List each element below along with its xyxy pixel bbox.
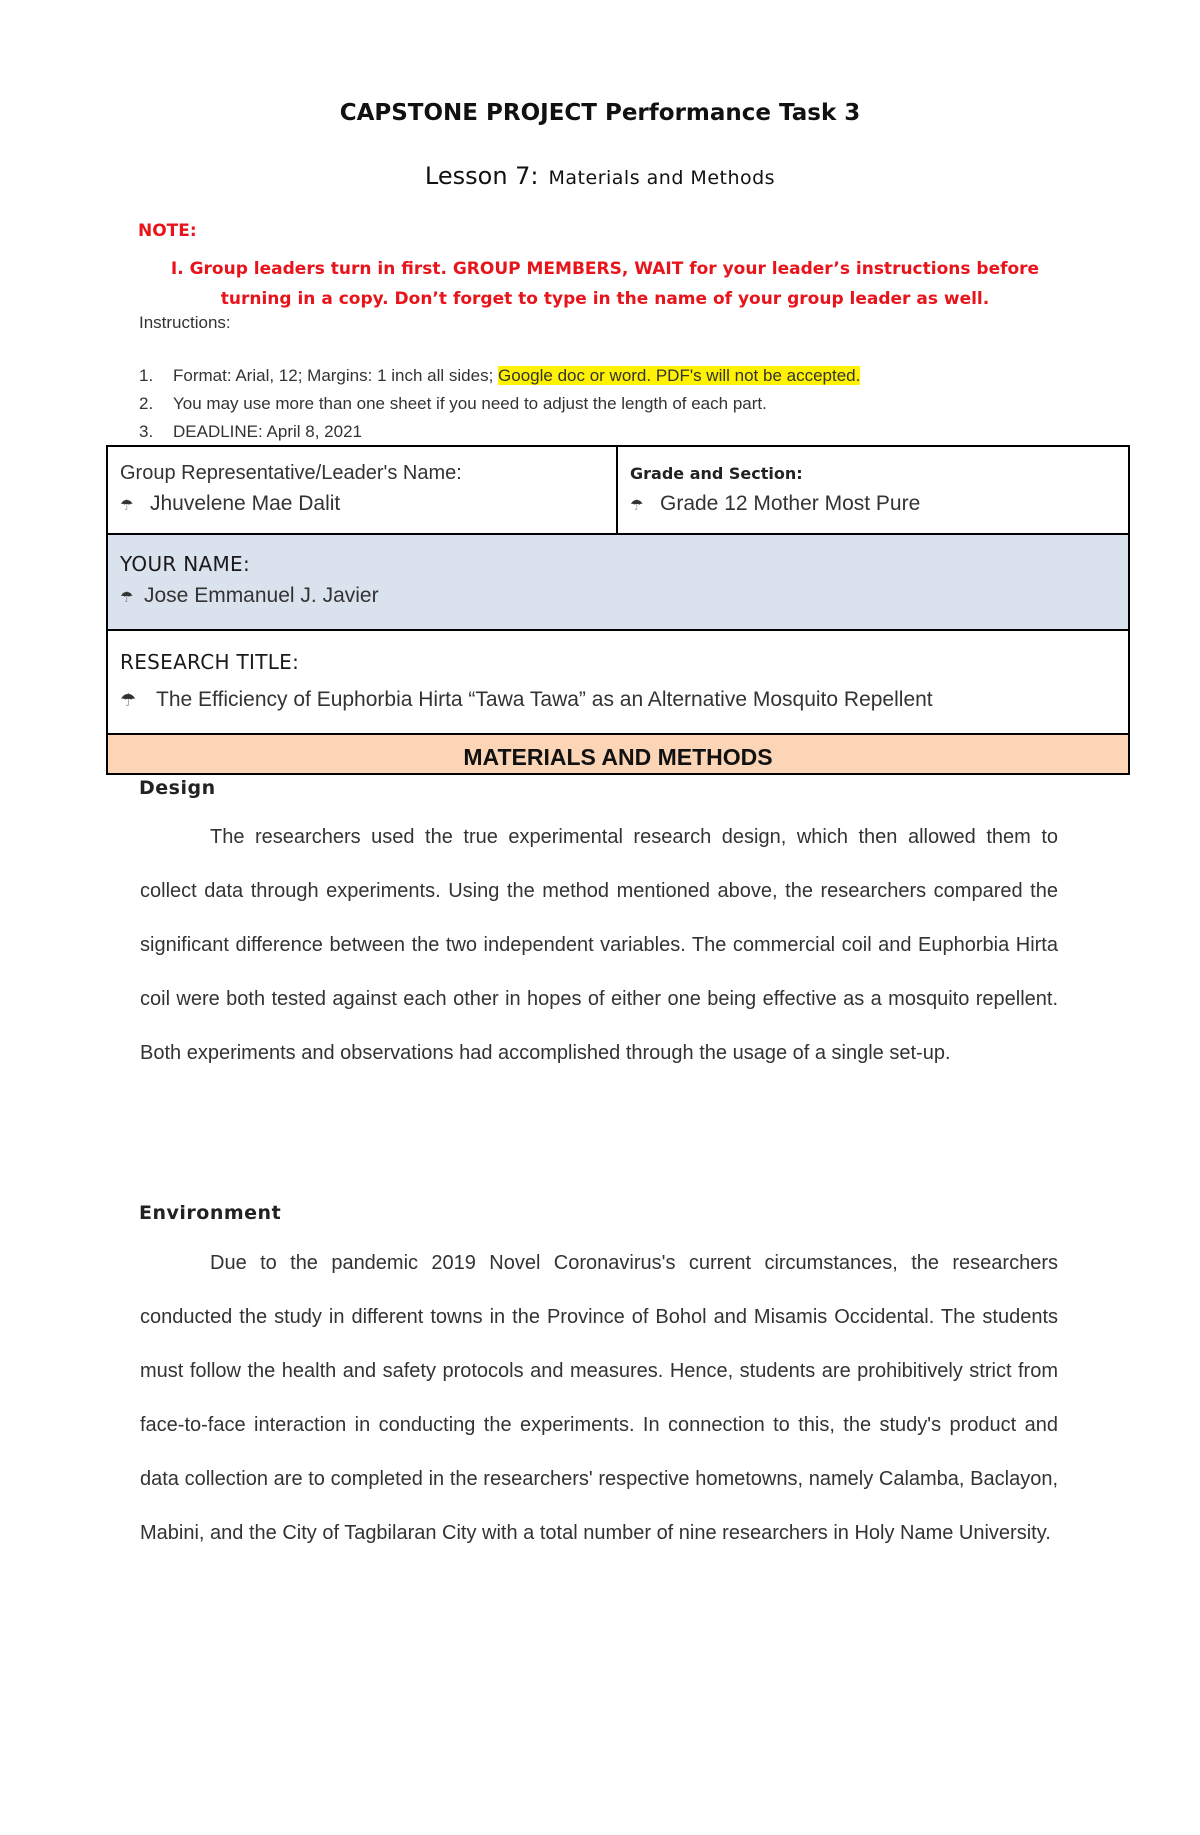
research-title-value-line — [120, 685, 1128, 715]
your-name-row — [108, 535, 1128, 631]
section-banner: MATERIALS AND METHODS — [108, 735, 1128, 773]
instruction-item — [139, 390, 1089, 418]
grade-value-line — [630, 489, 1128, 521]
lesson-topic: Materials and Methods — [548, 167, 776, 189]
grade-cell — [618, 447, 1128, 533]
leader-grade-row — [108, 447, 1128, 535]
leader-cell — [108, 447, 618, 533]
instruction-highlight: Google doc or word. PDF's will not be accepted. — [498, 366, 861, 385]
section-heading-design: Design — [139, 777, 216, 799]
your-name-value-line — [120, 581, 1128, 613]
instruction-number: 2. — [139, 394, 154, 413]
umbrella-bullet-icon: ☂ — [120, 497, 134, 514]
section-heading-environment: Environment — [139, 1202, 282, 1224]
leader-value-line — [120, 489, 616, 521]
research-title-label: RESEARCH TITLE: — [120, 650, 300, 674]
instruction-item — [139, 362, 1089, 390]
instruction-number: 3. — [139, 422, 154, 441]
umbrella-bullet-icon: ☂ — [630, 497, 644, 514]
umbrella-bullet-icon: ☂ — [120, 589, 134, 606]
umbrella-bullet-icon: ☂ — [120, 690, 137, 710]
info-table — [106, 445, 1130, 775]
research-title-value: The Efficiency of Euphorbia Hirta “Tawa Tawa” as an Alternative Mosquito Repellent — [156, 688, 933, 711]
instruction-text: DEADLINE: April 8, 2021 — [173, 422, 362, 441]
instruction-text: You may use more than one sheet if you need to adjust the length of each part. — [173, 394, 767, 413]
section-body-design: The researchers used the true experimental research design, which then allowed them to collect data through experiments. Using the method mentioned above, the researchers compared the significant difference between the two independent variables. The commercial coil and Euphorbia Hirta coil were both tested against each other in hopes of either one being effective as a mosquito repellent. Both experiments and observations had accomplished through the usage of a single set-up. — [140, 826, 1058, 1064]
lesson-heading — [0, 162, 1200, 190]
instruction-number: 1. — [139, 366, 154, 385]
research-title-row — [108, 631, 1128, 735]
your-name-value: Jose Emmanuel J. Javier — [144, 584, 379, 607]
instruction-text: Format: Arial, 12; Margins: 1 inch all sides; — [173, 366, 499, 385]
note-text: I. Group leaders turn in first. GROUP MEMBERS, WAIT for your leader’s instructions before turning in a copy. Don’t forget to type in the name of your group leader as well. — [170, 259, 1040, 309]
section-body-environment: Due to the pandemic 2019 Novel Coronavirus's current circumstances, the researchers conducted the study in different towns in the Province of Bohol and Misamis Occidental. The students must follow the health and safety protocols and measures. Hence, students are prohibitively strict from face-to-face interaction in conducting the experiments. In connection to this, the study's product and data collection are to completed in the researchers' respective hometowns, namely Calamba, Baclayon, Mabini, and the City of Tagbilaran City with a total number of nine researchers in Holy Name University. — [140, 1252, 1058, 1544]
your-name-label: YOUR NAME: — [120, 552, 251, 576]
instructions-list — [139, 362, 1089, 446]
grade-value: Grade 12 Mother Most Pure — [660, 492, 921, 515]
grade-label: Grade and Section: — [630, 464, 803, 483]
leader-value: Jhuvelene Mae Dalit — [150, 492, 341, 515]
instruction-item — [139, 418, 1089, 446]
leader-label: Group Representative/Leader's Name: — [120, 462, 462, 484]
page-title: CAPSTONE PROJECT Performance Task 3 — [339, 100, 861, 126]
note-label: NOTE: — [138, 221, 197, 241]
instructions-label: Instructions: — [139, 313, 231, 332]
lesson-label: Lesson 7: — [424, 162, 539, 190]
